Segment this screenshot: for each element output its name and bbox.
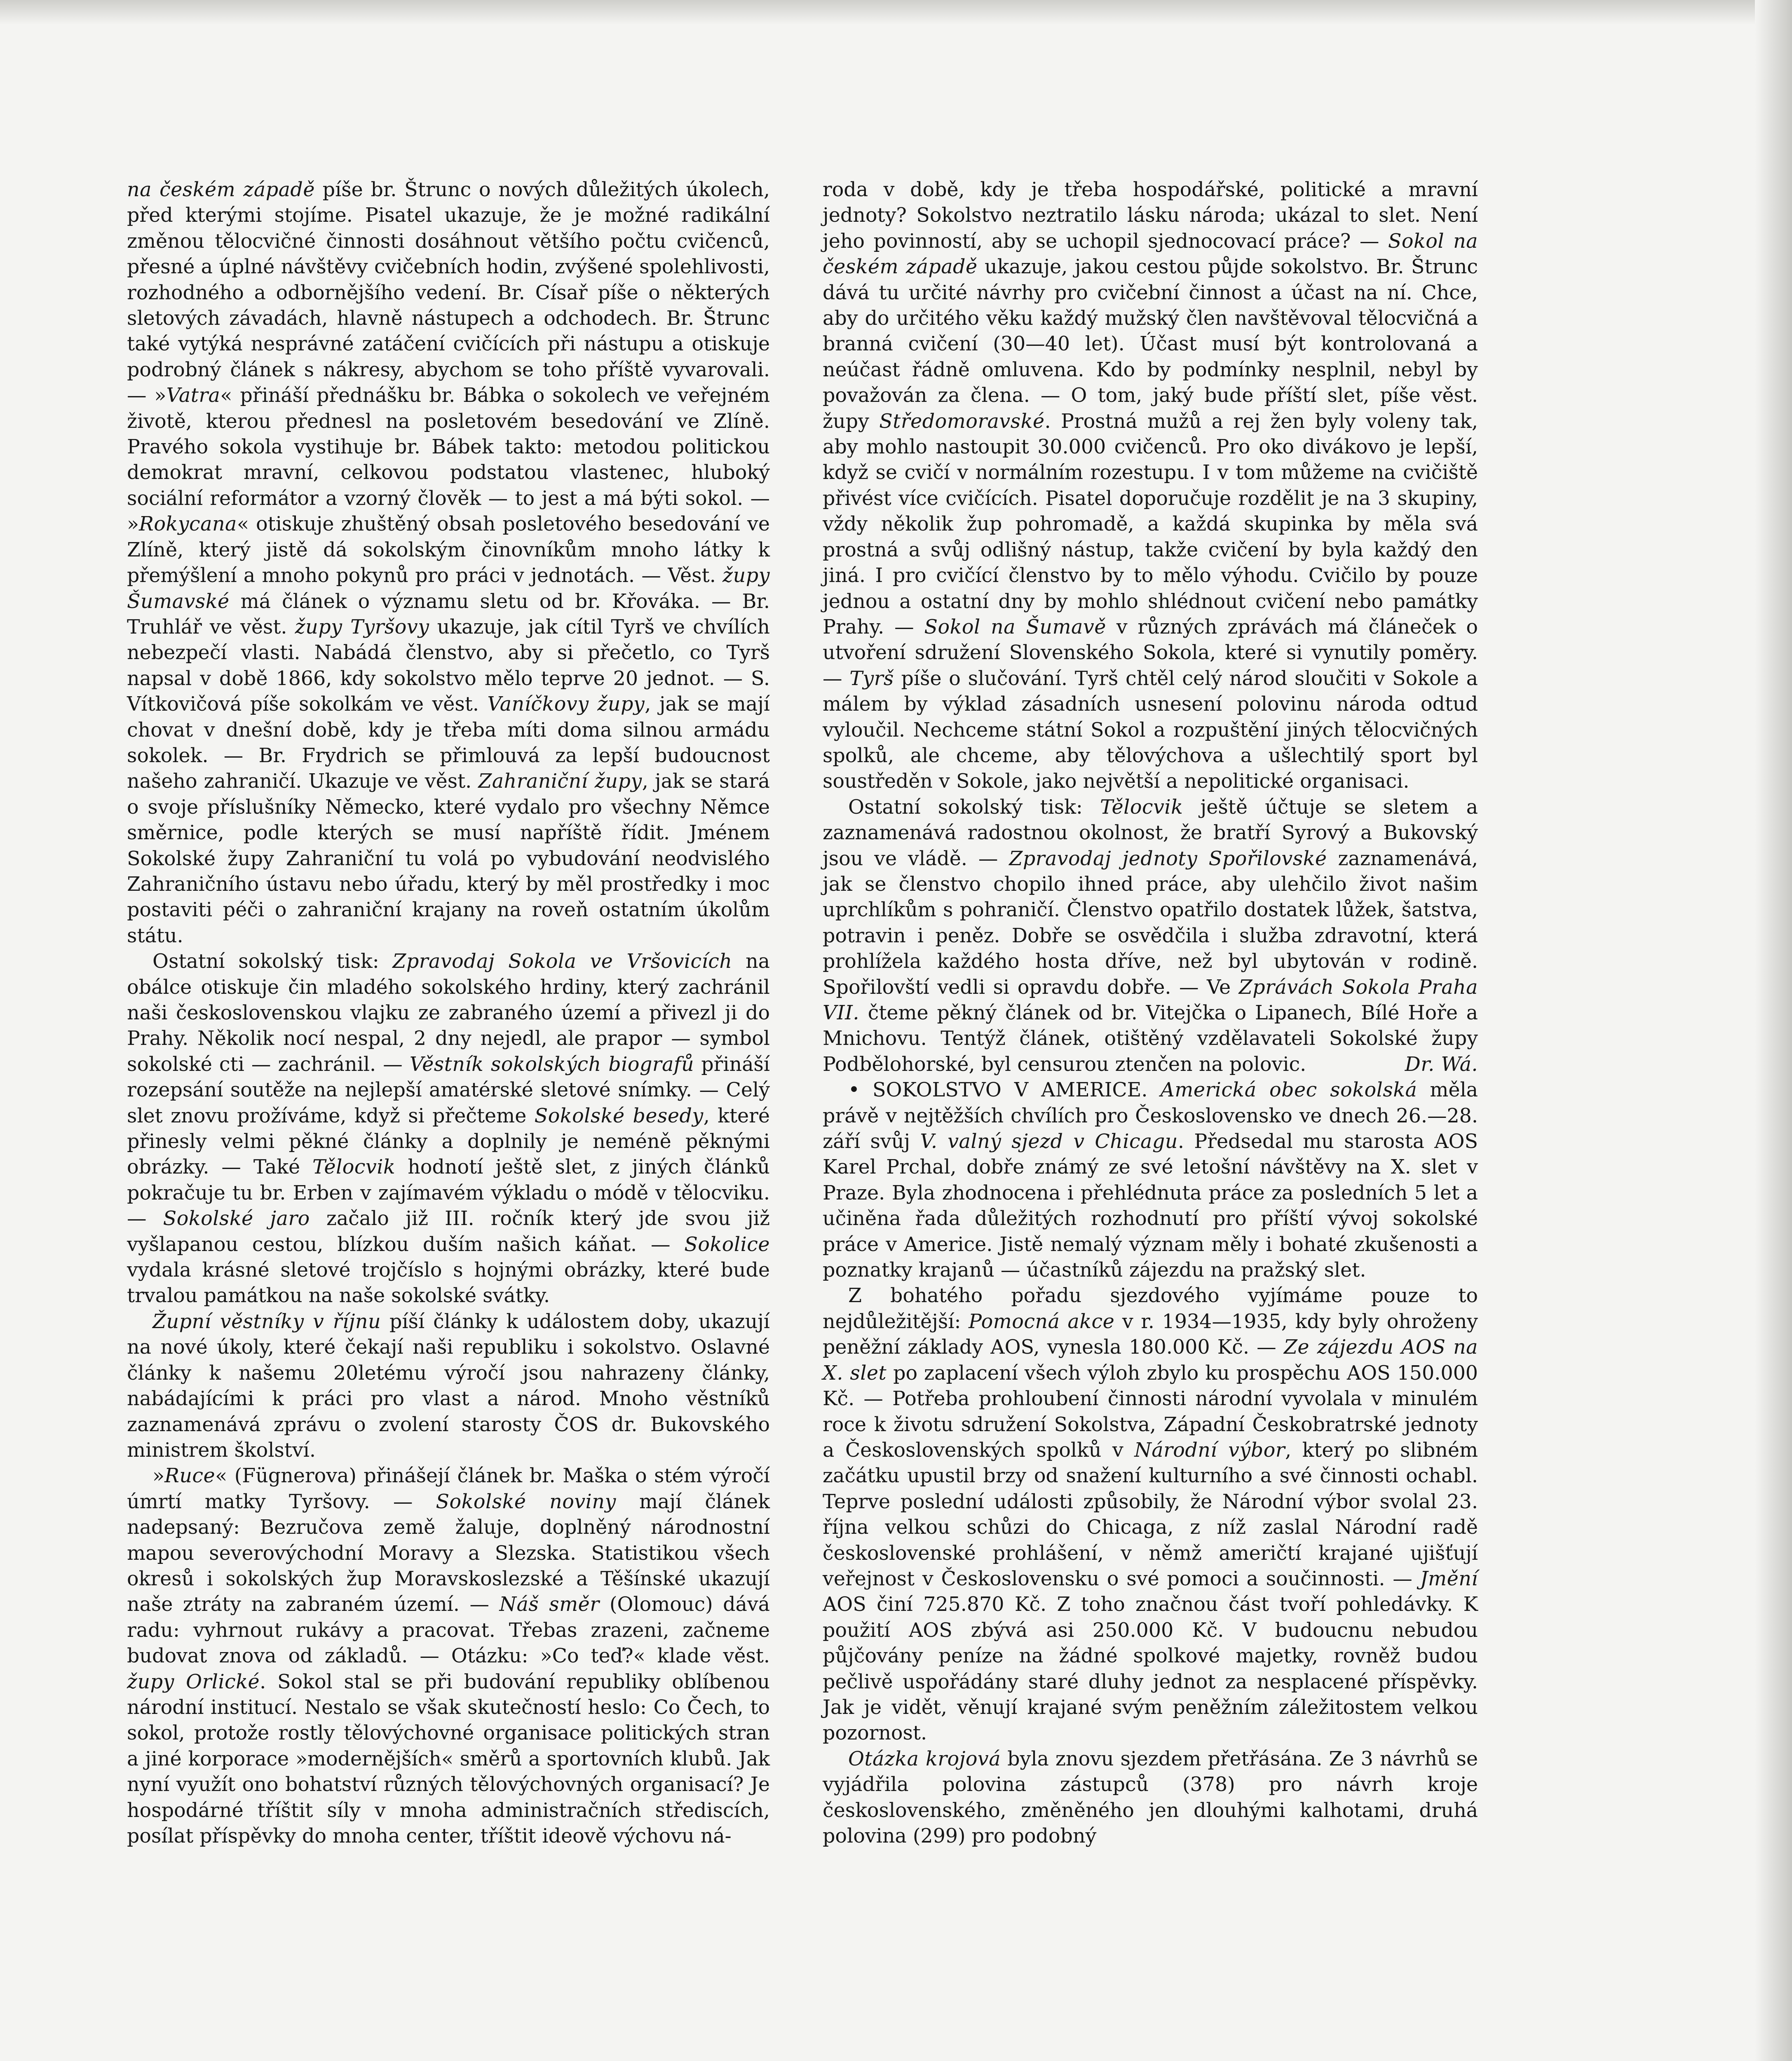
italic-title: Tyrš: [849, 667, 894, 690]
paragraph: [823, 795, 1478, 1077]
text-run: AOS činí 725.870 Kč. Z toho značnou část tvoří pohledávky. K použití AOS zbývá asi 250.000 Kč. V budoucnu nebudou půjčovány peníze na žádné spolkové majetky, rovněž budou pečlivě uspořádány staré dluhy jednot za nesplacené příspěvky. Jak je vidět, věnují krajané svým peněžním záležitostem velkou pozornost.: [823, 1593, 1478, 1745]
text-run: »: [152, 1465, 165, 1488]
italic-title: Rokycana: [139, 513, 237, 536]
left-text-column: [127, 177, 770, 1849]
italic-title: Otázka krojová: [848, 1747, 1001, 1770]
italic-title: na českém západě: [127, 178, 315, 201]
italic-title: Tělocvik: [312, 1156, 396, 1179]
text-run: roda v době, kdy je třeba hospodářské, politické a mravní jednoty? Sokolstvo neztratilo lásku národa; ukázal to slet. Není jeho povinností, aby se uchopil sjednocovací práce? —: [823, 178, 1478, 253]
paragraph: [823, 1283, 1478, 1746]
italic-title: Ruce: [164, 1465, 216, 1488]
text-run: « přináší přednášku br. Bábka o sokolech ve veřejném životě, kterou přednesl na posletovém besedování ve Zlíně. Pravého sokola vystihuje br. Bábek takto: metodou politickou demokrat mravní, celkovou podstatou vlastenec, hluboký sociální reformátor a vzorný člověk — to jest a má býti sokol. — »: [127, 384, 770, 536]
text-run: zaznamenává, jak se členstvo chopilo ihned práce, aby ulehčilo život našim uprchlíkům s pohraničí. Členstvo opatřilo dostatek lůžek, šatstva, potravin i peněz. Dobře se osvědčila i služba zdravotní, která prohlížela každého hosta dříve, než byl ubytován v rodině. Spořilovští vedli si opravdu dobře. — Ve: [823, 847, 1478, 999]
text-run: měla právě v nejtěžších chvílích pro Československo ve dnech 26.—28. září svůj: [823, 1079, 1478, 1153]
text-run: má článek o významu sletu od br. Křováka. — Br. Truhlář ve věst.: [127, 590, 770, 638]
italic-title: Americká obec sokolská: [1160, 1079, 1417, 1102]
italic-title: Jmění: [1420, 1567, 1478, 1590]
right-text-column: [823, 177, 1478, 1849]
italic-title: Sokol na českém západě: [823, 230, 1478, 279]
text-run: , který po slibném začátku upustil brzy od snažení kulturního a své činnosti ochabl. Teprve poslední události způsobily, že Národní výbor svolal 23. října velkou schůzi do Chicaga, z níž zaslal Národní radě československé prohlášení, v němž američtí krajané ujišťují veřejnost v Československu o své pomoci a součinnosti. —: [823, 1439, 1478, 1590]
italic-title: župy Tyršovy: [295, 615, 429, 638]
text-run: na obálce otiskuje čin mladého sokolského hrdiny, který zachránil naši československou vlajku ze zabraného území a přivezl ji do Prahy. Několik nocí nespal, 2 dny nejedl, ale prapor — symbol sokolské cti — zachránil. —: [127, 950, 770, 1076]
scan-edge-top: [0, 0, 1792, 25]
italic-title: Sokolice: [684, 1233, 770, 1256]
italic-title: Zpravodaj Sokola ve Vršovicích: [392, 950, 732, 973]
text-run: . Předsedal mu starosta AOS Karel Prchal, dobře známý ze své letošní návštěvy na X. slet v Praze. Byla zhodnocena i přehlédnuta práce za posledních 5 let a učiněna řada důležitých rozhodnutí pro příští vývoj sokolské práce v Americe. Jistě nemalý význam měly i bohaté zkušenosti a poznatky krajanů — účastníků zájezdu na pražský slet.: [823, 1130, 1478, 1282]
text-run: Ostatní sokolský tisk:: [152, 950, 393, 973]
text-run: píše o slučování. Tyrš chtěl celý národ sloučiti v Sokole a málem by výklad zásadních usnesení polovinu národa odtud vyloučil. Nechceme státní Sokol a rozpuštění jiných tělocvičných spolků, ale chceme, aby tělovýchova a ušlechtilý sport byl soustředěn v Sokole, jako největší a nepolitické organisaci.: [823, 667, 1478, 793]
italic-title: Sokolské jaro: [163, 1207, 310, 1230]
text-run: (Olomouc) dává radu: vyhrnout rukávy a pracovat. Třebas zrazeni, začneme budovat znova od základů. — Otázku: »Co teď?« klade věst.: [127, 1593, 770, 1668]
text-run: píše br. Štrunc o nových důležitých úkolech, před kterými stojíme. Pisatel ukazuje, že je možné radikální změnou tělocvičné činnosti dosáhnout většího počtu cvičenců, přesné a úplné návštěvy cvičebních hodin, zvýšené spolehlivosti, rozhodného a odbornějšího vedení. Br. Císař píše o některých sletových závadách, hlavně nástupech a odchodech. Br. Štrunc také vytýká nesprávné zatáčení cvičících při nástupu a otiskuje podrobný článek s nákresy, abychom se toho příště vyvarovali. — »: [127, 178, 770, 407]
italic-title: Vaníčkovy župy: [487, 693, 645, 716]
italic-title: Národní výbor: [1134, 1439, 1285, 1462]
text-run: « (Fügnerova) přinášejí článek br. Maška o stém výročí úmrtí matky Tyršovy. —: [127, 1465, 770, 1513]
text-run: . Prostná mužů a rej žen byly voleny tak, aby mohlo nastoupit 30.000 cvičenců. Pro oko divákovo je lepší, když se cvičí v normálním rozestupu. I v tom můžeme na cvičiště přivést více cvičících. Pisatel doporučuje rozdělit je na 3 skupiny, vždy několik žup pohromadě, a každá skupinka by měla svá prostná a svůj odlišný nástup, takže cvičení by byla každý den jiná. I pro cvičící členstvo by to mělo výhodu. Cvičilo by pouze jednou a ostatní dny by mohlo shlédnout cvičení nebo památky Prahy. —: [823, 410, 1478, 638]
italic-title: župy Šumavské: [127, 564, 770, 613]
text-run: ukazuje, jakou cestou půjde sokolstvo. Br. Štrunc dává tu určité návrhy pro cvičební činnost a účast na ní. Chce, aby do určitého věku každý mužský člen navštěvoval tělocvičná a branná cvičení (30—40 let). Účast musí být kontrolovaná a neúčast řádně omluvena. Kdo by podmínky nesplnil, nebyl by považován za člena. — O tom, jaký bude příští slet, píše věst. župy: [823, 256, 1478, 433]
italic-title: Středomoravské: [879, 410, 1045, 433]
paragraph: [823, 1746, 1478, 1850]
italic-title: Vatra: [166, 384, 220, 407]
text-run: píší články k událostem doby, ukazují na nové úkoly, které čekají naši republiku i sokolstvo. Oslavné články k našemu 20letému výročí jsou nahrazeny články, nabádajícími k práci pro vlast a národ. Mnoho věstníků zaznamenává zprávu o zvolení starosty ČOS dr. Bukovského ministrem školství.: [127, 1310, 770, 1462]
text-run: po zaplacení všech výloh zbylo ku prospěchu AOS 150.000 Kč. — Potřeba prohloubení činnosti národní vyvolala v minulém roce k životu sdružení Sokolstva, Západní Českobratrské jednoty a Československých spolků v: [823, 1361, 1478, 1462]
italic-title: Náš směr: [499, 1593, 600, 1616]
text-run: ještě účtuje se sletem a zaznamenává radostnou okolnost, že bratří Syrový a Bukovský jsou ve vládě. —: [823, 796, 1478, 870]
paragraph: [127, 1309, 770, 1463]
italic-title: Tělocvik: [1100, 796, 1183, 819]
italic-title: Ze zájezdu AOS na X. slet: [823, 1336, 1478, 1385]
text-run: začalo již III. ročník který jde svou již vyšlapanou cestou, blízkou duším našich káňat. —: [127, 1207, 770, 1256]
text-run: hodnotí ještě slet, z jiných článků pokračuje tu br. Erben v zajímavém výkladu o módě v tělocviku. —: [127, 1156, 770, 1230]
italic-title: Zpravodaj jednoty Spořilovské: [1009, 847, 1327, 870]
text-run: Ostatní sokolský tisk:: [848, 796, 1100, 819]
text-run: . Sokol stal se při budování republiky oblíbenou národní institucí. Nestalo se však skutečností heslo: Co Čech, to sokol, protože rostly tělovýchovné organisace politických stran a jiné korporace »modernějších« směrů a sportovních klubů. Jak nyní využít ono bohatství různých tělovýchovných organisací? Je hospodárné tříštit síly v mnoha administračních střediscích, posílat příspěvky do mnoha center, tříštit ideově výchovu ná-: [127, 1670, 770, 1847]
author-signature: Dr. Wá.: [1405, 1053, 1478, 1076]
paragraph: [823, 1077, 1478, 1283]
text-run: , jak se mají chovat v dnešní době, kdy je třeba míti doma silnou armádu sokolek. — Br. Frydrich se přimlouvá za lepší budoucnost našeho zahraničí. Ukazuje ve věst.: [127, 693, 770, 793]
italic-title: Pomocná akce: [969, 1310, 1115, 1333]
text-run: • SOKOLSTVO V AMERICE.: [848, 1079, 1161, 1102]
paragraph: [127, 1463, 770, 1849]
paragraph: [127, 177, 770, 949]
italic-title: Župní věstníky v říjnu: [152, 1310, 381, 1333]
italic-title: Věstník sokolských biografů: [409, 1053, 694, 1076]
text-run: v různých zprávách má článeček o utvoření sdružení Slovenského Sokola, které si vynutily poměry. —: [823, 615, 1478, 690]
scan-edge-right: [1755, 0, 1792, 2061]
text-run: čteme pěkný článek od br. Vitejčka o Lipanech, Bílé Hoře a Mnichovu. Tentýž článek, otištěný vzdělavateli Sokolské župy Podbělohorské, byl censurou ztenčen na polovic.: [823, 1002, 1478, 1076]
text-run: přináší rozepsání soutěže na nejlepší amatérské sletové snímky. — Celý slet znovu prožíváme, když si přečteme: [127, 1053, 770, 1127]
italic-title: V. valný sjezd v Chicagu: [920, 1130, 1178, 1153]
text-run: Z bohatého pořadu sjezdového vyjímáme pouze to nejdůležitější:: [823, 1284, 1478, 1333]
paragraph: [823, 177, 1478, 795]
paragraph: [127, 949, 770, 1309]
italic-title: Sokol na Šumavě: [924, 615, 1106, 638]
italic-title: Zahraniční župy: [478, 770, 642, 793]
text-run: ukazuje, jak cítil Tyrš ve chvílích nebezpečí vlasti. Nabádá členstvo, aby si přečetlo, co Tyrš napsal v době 1866, kdy sokolstvo mělo teprve 20 jednot. — S. Vítkovičová píše sokolkám ve věst.: [127, 615, 770, 716]
italic-title: Sokolské noviny: [436, 1490, 616, 1513]
italic-title: Sokolské besedy: [534, 1104, 704, 1127]
text-run: « otiskuje zhuštěný obsah posletového besedování ve Zlíně, který jistě dá sokolským činovníkům mnoho látky k přemýšlení a mnoho pokynů pro práci v jednotách. — Věst.: [127, 513, 770, 587]
text-run: mají článek nadepsaný: Bezručova země žaluje, doplněný národnostní mapou severovýchodní Moravy a Slezska. Statistikou všech okresů i sokolských žup Moravskoslezské a Těšínské ukazují naše ztráty na zabraném území. —: [127, 1490, 770, 1616]
text-run: vydala krásné sletové trojčíslo s hojnými obrázky, které bude trvalou památkou na naše sokolské svátky.: [127, 1259, 770, 1307]
text-run: v r. 1934—1935, kdy byly ohroženy peněžní základy AOS, vynesla 180.000 Kč. —: [823, 1310, 1478, 1359]
text-run: , které přinesly velmi pěkné články a doplnily je neméně pěknými obrázky. — Také: [127, 1104, 770, 1179]
italic-title: župy Orlické: [127, 1670, 260, 1693]
text-run: byla znovu sjezdem přetřásána. Ze 3 návrhů se vyjádřila polovina zástupců (378) pro návrh kroje československého, změněného jen dlouhými kalhotami, druhá polovina (299) pro podobný: [823, 1747, 1478, 1847]
text-run: , jak se stará o svoje příslušníky Německo, které vydalo pro všechny Němce směrnice, podle kterých se musí napříště řídit. Jménem Sokolské župy Zahraniční tu volá po vybudování neodvislého Zahraničního ústavu nebo úřadu, který by měl prostředky i moc postaviti péči o zahraniční krajany na roveň ostatním úkolům státu.: [127, 770, 770, 947]
italic-title: Zprávách Sokola Praha VII.: [823, 976, 1478, 1024]
